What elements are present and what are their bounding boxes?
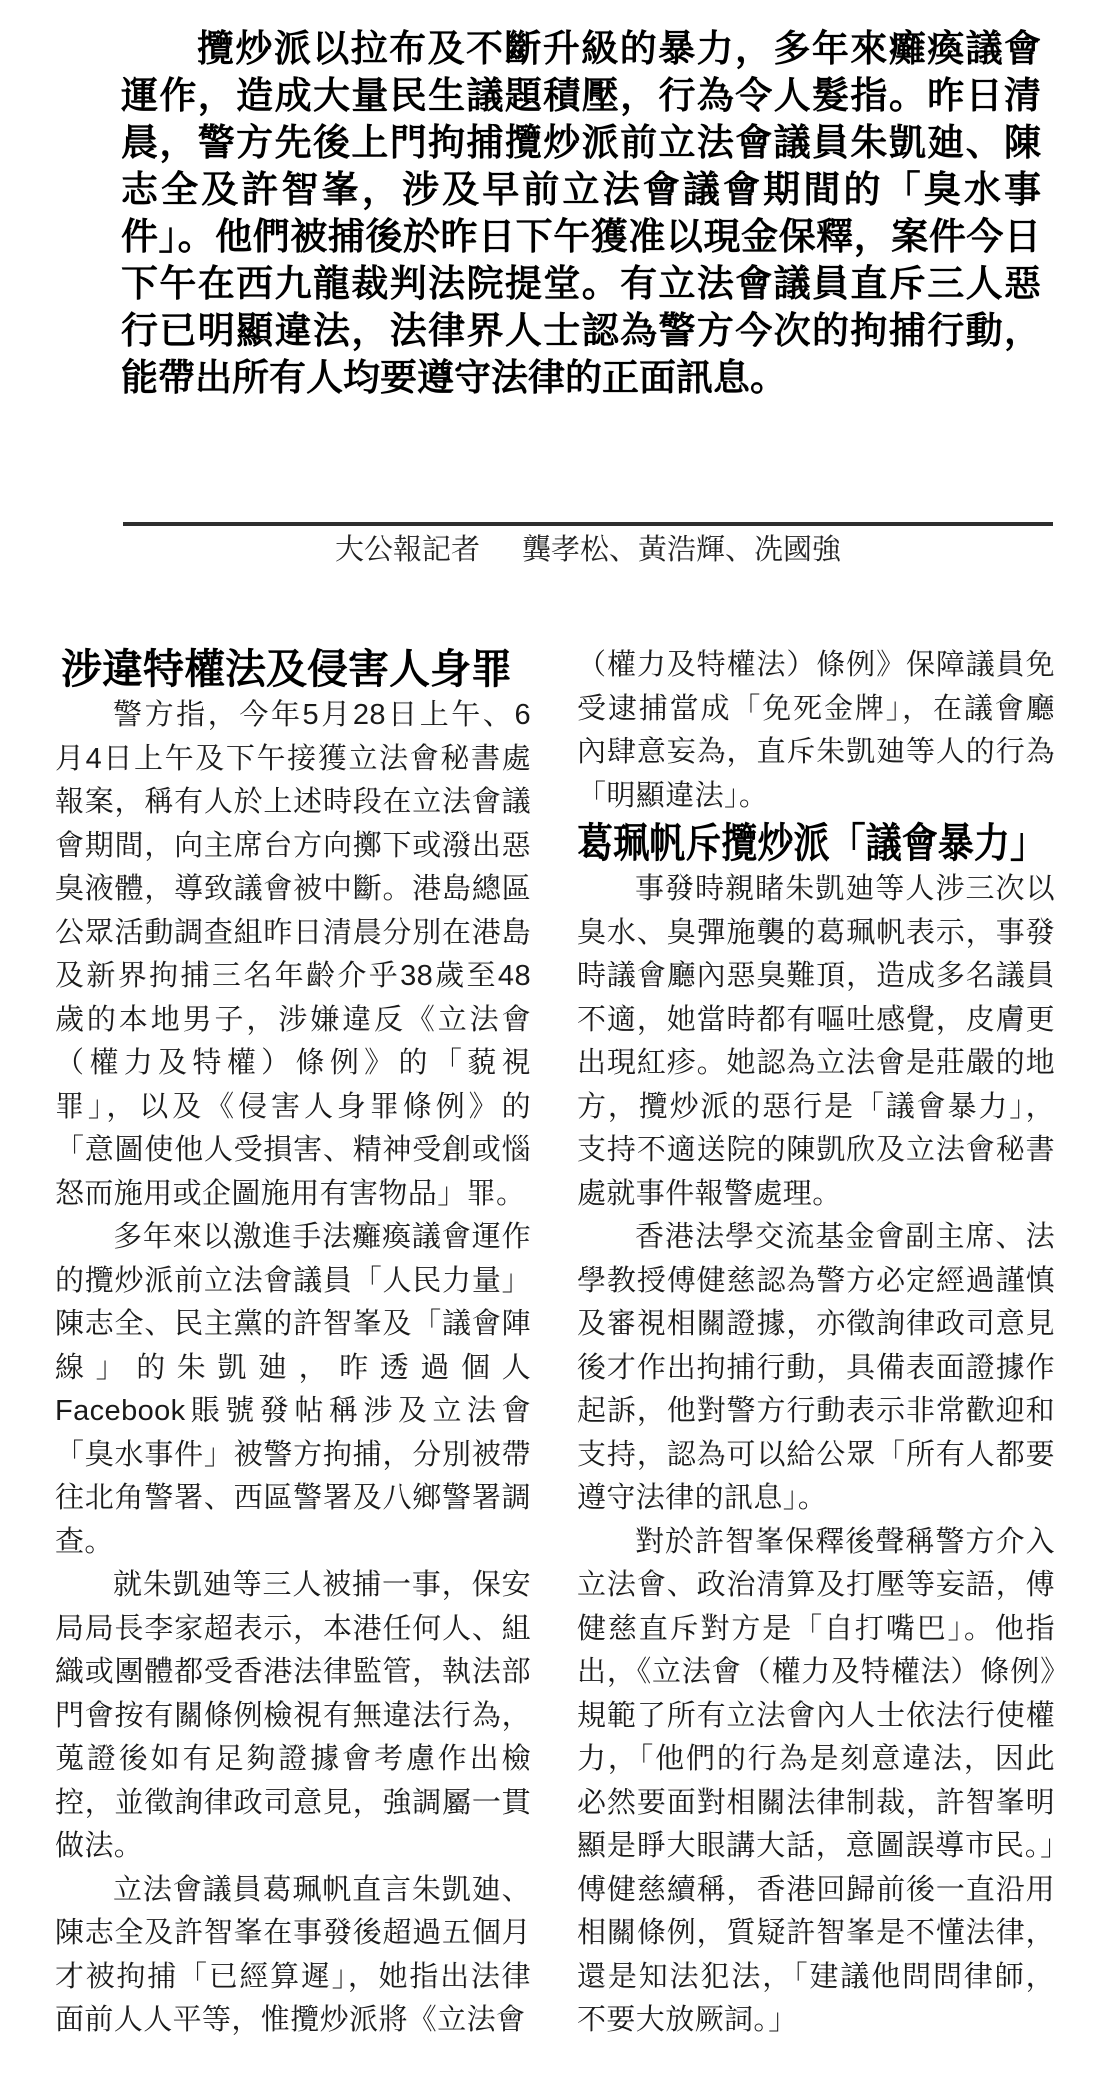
byline [123,535,1053,566]
body-paragraph: 多年來以激進手法癱瘓議會運作的攬炒派前立法會議員「人民力量」陳志全、民主黨的許智峯及「議會陣線」的朱凱廸，昨透過個人Facebook賬號發帖稱涉及立法會「臭水事件」被警方拘捕，分別被帶往北角警署、西區警署及八鄉警署調查。 [55,1221,531,1558]
body-paragraph: 事發時親睹朱凱廸等人涉三次以臭水、臭彈施襲的葛珮帆表示，事發時議會廳內惡臭難頂，造成多名議員不適，她當時都有嘔吐感覺，皮膚更出現紅疹。她認為立法會是莊嚴的地方，攬炒派的惡行是「議會暴力」，支持不適送院的陳凱欣及立法會秘書處就事件報警處理。 [577,873,1055,1210]
continuation-paragraph: （權力及特權法）條例》保障議員免受逮捕當成「免死金牌」，在議會廳內肆意妄為，直斥朱凱廸等人的行為「明顯違法」。 [577,649,1055,812]
body-paragraph: 立法會議員葛珮帆直言朱凱廸、陳志全及許智峯在事發後超過五個月才被拘捕「已經算遲」，她指出法律面前人人平等，惟攬炒派將《立法會 [55,1873,531,2036]
byline-label: 大公報記者 [334,534,480,566]
newspaper-article-page [0,26,1118,2081]
left-section-heading: 涉違特權法及侵害人身罪 [61,646,512,692]
right-column [577,644,1055,2043]
article-columns [55,644,1118,2043]
right-section-heading: 葛珮帆斥攬炒派「議會暴力」 [577,820,1047,866]
body-paragraph: 香港法學交流基金會副主席、法學教授傅健慈認為警方必定經過謹慎及審視相關證據，亦徵詢律政司意見後才作出拘捕行動，具備表面證據作起訴，他對警方行動表示非常歡迎和支持，認為可以給公眾「所有人都要遵守法律的訊息」。 [577,1221,1055,1514]
body-paragraph: 就朱凱廸等三人被捕一事，保安局局長李家超表示，本港任何人、組織或團體都受香港法律監管，執法部門會按有關條例檢視有無違法行為，蒐證後如有足夠證據會考慮作出檢控，並徵詢律政司意見，強調屬一貫做法。 [55,1569,531,1862]
lead-paragraph: 攬炒派以拉布及不斷升級的暴力，多年來癱瘓議會運作，造成大量民生議題積壓，行為令人髮指。昨日清晨，警方先後上門拘捕攬炒派前立法會議員朱凱廸、陳志全及許智峯，涉及早前立法會議會期間的「臭水事件」。他們被捕後於昨日下午獲准以現金保釋，案件今日下午在西九龍裁判法院提堂。有立法會議員直斥三人惡行已明顯違法，法律界人士認為警方今次的拘捕行動，能帶出所有人均要遵守法律的正面訊息。 [121,29,1041,399]
byline-divider [123,522,1053,566]
left-column [55,644,531,2043]
body-paragraph: 對於許智峯保釋後聲稱警方介入立法會、政治清算及打壓等妄語，傅健慈直斥對方是「自打嘴巴」。他指出，《立法會（權力及特權法）條例》規範了所有立法會內人士依法行使權力，「他們的行為是刻意違法，因此必然要面對相關法律制裁，許智峯明顯是睜大眼講大話，意圖誤導市民。」傅健慈續稱，香港回歸前後一直沿用相關條例，質疑許智峯是不懂法律，還是知法犯法，「建議他問問律師，不要大放厥詞。」 [577,1525,1055,2036]
byline-names: 龔孝松、黃浩輝、冼國強 [522,534,842,566]
body-paragraph: 警方指，今年5月28日上午、6月4日上午及下午接獲立法會秘書處報案，稱有人於上述時段在立法會議會期間，向主席台方向擲下或潑出惡臭液體，導致議會被中斷。港島總區公眾活動調查組昨日清晨分別在港島及新界拘捕三名年齡介乎38歲至48歲的本地男子，涉嫌違反《立法會（權力及特權）條例》的「藐視罪」，以及《侵害人身罪條例》的「意圖使他人受損害、精神受創或惱怒而施用或企圖施用有害物品」罪。 [55,699,531,1210]
